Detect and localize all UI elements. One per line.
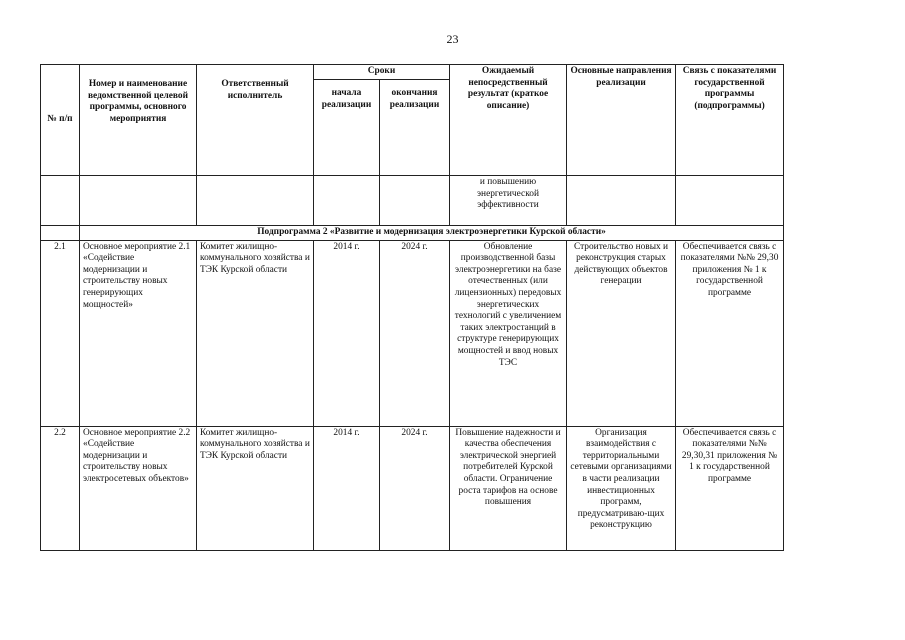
header-result: Ожидаемый непосредственный результат (краткое описание) — [450, 65, 567, 176]
continuation-row — [41, 176, 784, 226]
header-responsible: Ответственный исполнитель — [197, 65, 314, 176]
row-responsible: Комитет жилищно-коммунального хозяйства и ТЭК Курской области — [197, 240, 314, 426]
header-start: начала реализации — [314, 80, 380, 176]
header-end: окончания реализации — [380, 80, 450, 176]
subprogram-num — [41, 226, 80, 241]
row-link: Обеспечивается связь с показателями №№ 29,30,31 приложения № 1 к государственной программе — [676, 426, 784, 550]
header-link: Связь с показателями государственной программы (подпрограммы) — [676, 65, 784, 176]
row-link: Обеспечивается связь с показателями №№ 29,30 приложения № 1 к государственной программе — [676, 240, 784, 426]
header-num: № п/п — [41, 65, 80, 176]
continuation-name — [80, 176, 197, 226]
table-header-row — [41, 65, 784, 80]
continuation-result: и повышению энергетической эффективности — [450, 176, 567, 226]
header-terms: Сроки — [314, 65, 450, 80]
program-measures-table — [40, 64, 784, 551]
row-end: 2024 г. — [380, 426, 450, 550]
row-name: Основное мероприятие 2.2 «Содействие модернизации и строительству новых электросетевых объектов» — [80, 426, 197, 550]
row-name: Основное мероприятие 2.1 «Содействие модернизации и строительству новых генерирующих мощностей» — [80, 240, 197, 426]
row-end: 2024 г. — [380, 240, 450, 426]
subprogram-row — [41, 226, 784, 241]
row-num: 2.1 — [41, 240, 80, 426]
row-start: 2014 г. — [314, 240, 380, 426]
row-start: 2014 г. — [314, 426, 380, 550]
table-row — [41, 426, 784, 550]
continuation-responsible — [197, 176, 314, 226]
continuation-end — [380, 176, 450, 226]
row-result: Обновление производственной базы электроэнергетики на базе отечественных (или лицензионных) передовых энергетических технологий с увеличением таких электростанций в структуре генерирующих мощностей и ввод новых ТЭС — [450, 240, 567, 426]
header-directions: Основные направления реализации — [567, 65, 676, 176]
row-num: 2.2 — [41, 426, 80, 550]
table-row — [41, 240, 784, 426]
continuation-start — [314, 176, 380, 226]
row-directions: Строительство новых и реконструкция старых действующих объектов генерации — [567, 240, 676, 426]
continuation-directions — [567, 176, 676, 226]
header-name: Номер и наименование ведомственной целевой программы, основного мероприятия — [80, 65, 197, 176]
continuation-num — [41, 176, 80, 226]
row-directions: Организация взаимодействия с территориальными сетевыми организациями в части реализации инвестиционных программ, предусматриваю-щих реконструкцию — [567, 426, 676, 550]
row-responsible: Комитет жилищно-коммунального хозяйства и ТЭК Курской области — [197, 426, 314, 550]
row-result: Повышение надежности и качества обеспечения электрической энергией потребителей Курской области. Ограничение роста тарифов на основе повышения — [450, 426, 567, 550]
page-number: 23 — [446, 32, 459, 46]
subprogram-title: Подпрограмма 2 «Развитие и модернизация электроэнергетики Курской области» — [80, 226, 784, 241]
continuation-link — [676, 176, 784, 226]
